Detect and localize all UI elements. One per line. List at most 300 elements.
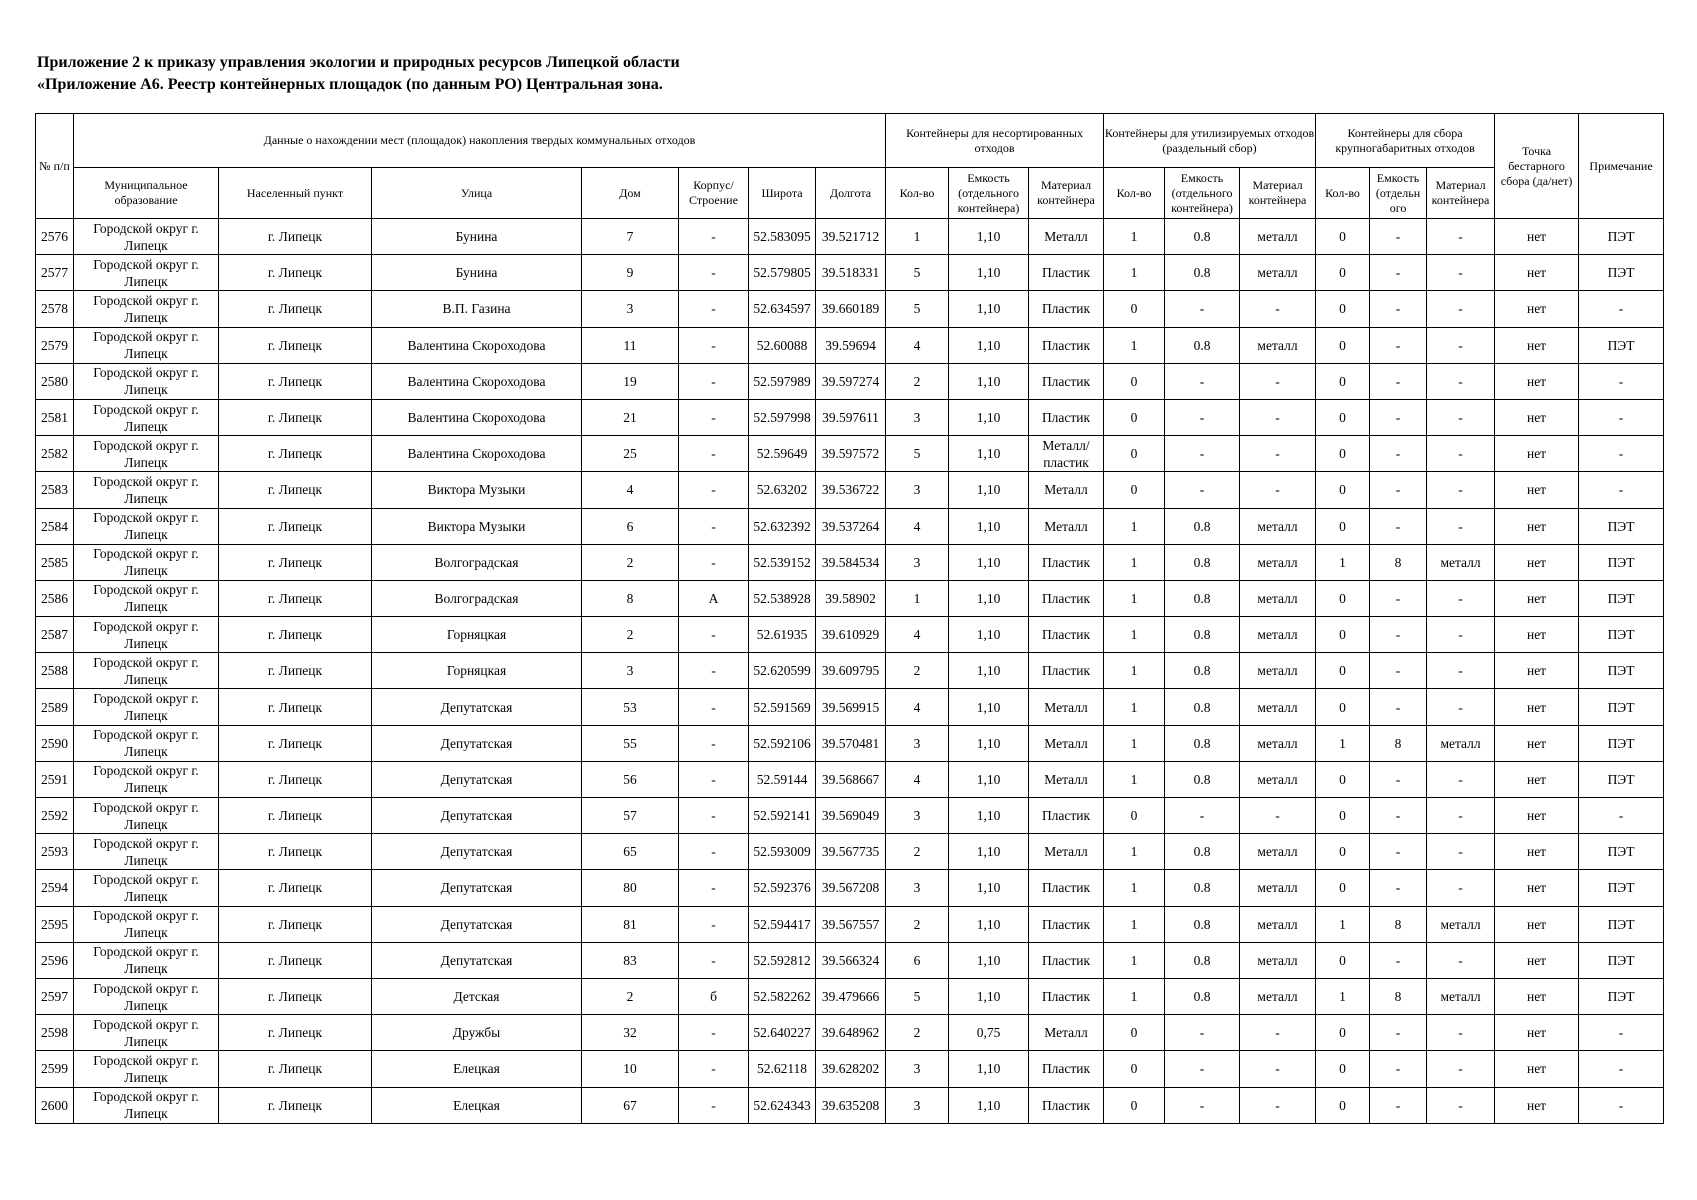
cell-bulky-material: -	[1427, 219, 1495, 255]
cell-recyclable-material: металл	[1240, 689, 1316, 725]
cell-unsorted-count: 5	[886, 291, 949, 327]
cell-row-number: 2595	[36, 906, 74, 942]
cell-unsorted-capacity: 1,10	[949, 1051, 1029, 1087]
cell-house: 80	[582, 870, 679, 906]
table-row	[36, 508, 1664, 544]
cell-row-number: 2584	[36, 508, 74, 544]
cell-latitude: 52.539152	[749, 544, 816, 580]
cell-street: Депутатская	[372, 689, 582, 725]
cell-row-number: 2578	[36, 291, 74, 327]
cell-municipality: Городской округ г. Липецк	[74, 725, 219, 761]
cell-recyclable-count: 1	[1104, 508, 1165, 544]
cell-unsorted-count: 5	[886, 255, 949, 291]
header-unsorted-material: Материал контейнера	[1029, 168, 1104, 219]
cell-note: ПЭТ	[1579, 689, 1664, 725]
cell-bulky-capacity: -	[1370, 363, 1427, 399]
cell-unsorted-capacity: 1,10	[949, 617, 1029, 653]
cell-recyclable-material: -	[1240, 291, 1316, 327]
cell-settlement: г. Липецк	[219, 399, 372, 435]
cell-recyclable-material: металл	[1240, 653, 1316, 689]
cell-recyclable-count: 1	[1104, 906, 1165, 942]
cell-latitude: 52.61935	[749, 617, 816, 653]
cell-house: 55	[582, 725, 679, 761]
cell-recyclable-count: 1	[1104, 544, 1165, 580]
cell-bulky-material: -	[1427, 870, 1495, 906]
cell-longitude: 39.536722	[816, 472, 886, 508]
cell-note: ПЭТ	[1579, 725, 1664, 761]
cell-municipality: Городской округ г. Липецк	[74, 219, 219, 255]
table-header	[36, 114, 1664, 219]
cell-bulky-material: -	[1427, 327, 1495, 363]
header-house: Дом	[582, 168, 679, 219]
header-recyclable-group: Контейнеры для утилизируемых отходов (раздельный сбор)	[1104, 114, 1316, 168]
cell-municipality: Городской округ г. Липецк	[74, 653, 219, 689]
cell-longitude: 39.570481	[816, 725, 886, 761]
cell-recyclable-material: -	[1240, 399, 1316, 435]
cell-municipality: Городской округ г. Липецк	[74, 508, 219, 544]
cell-recyclable-capacity: -	[1165, 472, 1240, 508]
cell-bulky-material: -	[1427, 436, 1495, 472]
cell-bulky-count: 0	[1316, 798, 1370, 834]
cell-longitude: 39.566324	[816, 942, 886, 978]
cell-settlement: г. Липецк	[219, 906, 372, 942]
header-municipality: Муниципальное образование	[74, 168, 219, 219]
cell-unsorted-count: 1	[886, 580, 949, 616]
cell-settlement: г. Липецк	[219, 1051, 372, 1087]
cell-bulky-count: 0	[1316, 1051, 1370, 1087]
header-recyclable-material: Материал контейнера	[1240, 168, 1316, 219]
cell-row-number: 2594	[36, 870, 74, 906]
cell-latitude: 52.634597	[749, 291, 816, 327]
cell-municipality: Городской округ г. Липецк	[74, 1051, 219, 1087]
cell-bulky-material: металл	[1427, 978, 1495, 1014]
cell-recyclable-count: 0	[1104, 472, 1165, 508]
cell-latitude: 52.593009	[749, 834, 816, 870]
cell-unsorted-material: Пластик	[1029, 942, 1104, 978]
cell-unsorted-material: Пластик	[1029, 580, 1104, 616]
cell-settlement: г. Липецк	[219, 255, 372, 291]
cell-recyclable-material: -	[1240, 363, 1316, 399]
cell-building: -	[679, 870, 749, 906]
cell-municipality: Городской округ г. Липецк	[74, 942, 219, 978]
cell-longitude: 39.521712	[816, 219, 886, 255]
header-bulky-group: Контейнеры для сбора крупногабаритных отходов	[1316, 114, 1495, 168]
cell-recyclable-capacity: -	[1165, 1051, 1240, 1087]
cell-unsorted-material: Металл	[1029, 761, 1104, 797]
cell-row-number: 2576	[36, 219, 74, 255]
cell-unsorted-material: Металл	[1029, 1015, 1104, 1051]
cell-note: -	[1579, 798, 1664, 834]
cell-unsorted-capacity: 1,10	[949, 834, 1029, 870]
cell-latitude: 52.592141	[749, 798, 816, 834]
cell-longitude: 39.660189	[816, 291, 886, 327]
cell-longitude: 39.567557	[816, 906, 886, 942]
title-line-1: Приложение 2 к приказу управления экологии и природных ресурсов Липецкой области	[37, 54, 680, 71]
cell-bulky-material: металл	[1427, 906, 1495, 942]
cell-unsorted-capacity: 1,10	[949, 1087, 1029, 1123]
cell-street: Депутатская	[372, 725, 582, 761]
cell-recyclable-count: 0	[1104, 291, 1165, 327]
cell-recyclable-material: металл	[1240, 255, 1316, 291]
cell-unsorted-capacity: 1,10	[949, 363, 1029, 399]
table-row	[36, 291, 1664, 327]
cell-latitude: 52.597989	[749, 363, 816, 399]
cell-longitude: 39.635208	[816, 1087, 886, 1123]
table-row	[36, 834, 1664, 870]
header-note: Примечание	[1579, 114, 1664, 219]
table-row	[36, 327, 1664, 363]
cell-house: 2	[582, 978, 679, 1014]
cell-building: -	[679, 906, 749, 942]
cell-bulky-material: -	[1427, 689, 1495, 725]
cell-bulky-capacity: -	[1370, 436, 1427, 472]
cell-recyclable-count: 1	[1104, 219, 1165, 255]
header-location-group: Данные о нахождении мест (площадок) накопления твердых коммунальных отходов	[74, 114, 886, 168]
cell-unsorted-count: 3	[886, 1051, 949, 1087]
cell-unsorted-material: Металл	[1029, 508, 1104, 544]
cell-bulky-capacity: -	[1370, 798, 1427, 834]
table-row	[36, 436, 1664, 472]
cell-recyclable-capacity: 0.8	[1165, 906, 1240, 942]
cell-street: Депутатская	[372, 761, 582, 797]
cell-street: Депутатская	[372, 942, 582, 978]
cell-building: -	[679, 653, 749, 689]
cell-recyclable-material: металл	[1240, 834, 1316, 870]
cell-street: Бунина	[372, 255, 582, 291]
cell-note: -	[1579, 399, 1664, 435]
cell-unsorted-count: 2	[886, 834, 949, 870]
header-bagless: Точка бестарного сбора (да/нет)	[1495, 114, 1579, 219]
cell-recyclable-count: 1	[1104, 870, 1165, 906]
cell-recyclable-count: 0	[1104, 363, 1165, 399]
cell-bagless-point: нет	[1495, 219, 1579, 255]
cell-municipality: Городской округ г. Липецк	[74, 906, 219, 942]
cell-recyclable-count: 1	[1104, 617, 1165, 653]
cell-bulky-material: металл	[1427, 725, 1495, 761]
cell-row-number: 2592	[36, 798, 74, 834]
table-row	[36, 363, 1664, 399]
cell-unsorted-material: Пластик	[1029, 1087, 1104, 1123]
cell-recyclable-material: -	[1240, 798, 1316, 834]
cell-recyclable-count: 1	[1104, 689, 1165, 725]
cell-unsorted-material: Пластик	[1029, 363, 1104, 399]
cell-recyclable-capacity: -	[1165, 363, 1240, 399]
cell-settlement: г. Липецк	[219, 978, 372, 1014]
cell-bulky-capacity: -	[1370, 761, 1427, 797]
table-row	[36, 617, 1664, 653]
cell-house: 25	[582, 436, 679, 472]
cell-bulky-capacity: -	[1370, 399, 1427, 435]
cell-building: -	[679, 436, 749, 472]
cell-settlement: г. Липецк	[219, 327, 372, 363]
cell-note: ПЭТ	[1579, 327, 1664, 363]
cell-recyclable-capacity: -	[1165, 399, 1240, 435]
header-recyclable-count: Кол-во	[1104, 168, 1165, 219]
cell-street: Детская	[372, 978, 582, 1014]
cell-house: 83	[582, 942, 679, 978]
cell-bulky-count: 1	[1316, 544, 1370, 580]
cell-street: Виктора Музыки	[372, 508, 582, 544]
cell-unsorted-capacity: 1,10	[949, 508, 1029, 544]
cell-municipality: Городской округ г. Липецк	[74, 580, 219, 616]
cell-unsorted-count: 2	[886, 653, 949, 689]
cell-recyclable-capacity: 0.8	[1165, 219, 1240, 255]
cell-recyclable-material: металл	[1240, 544, 1316, 580]
cell-latitude: 52.63202	[749, 472, 816, 508]
table-row	[36, 653, 1664, 689]
cell-recyclable-count: 1	[1104, 653, 1165, 689]
cell-unsorted-material: Металл/пластик	[1029, 436, 1104, 472]
cell-longitude: 39.567208	[816, 870, 886, 906]
cell-bulky-capacity: -	[1370, 327, 1427, 363]
cell-bagless-point: нет	[1495, 363, 1579, 399]
cell-bagless-point: нет	[1495, 436, 1579, 472]
cell-unsorted-capacity: 1,10	[949, 942, 1029, 978]
table-row	[36, 761, 1664, 797]
cell-row-number: 2588	[36, 653, 74, 689]
cell-unsorted-count: 4	[886, 761, 949, 797]
cell-bulky-count: 0	[1316, 363, 1370, 399]
cell-recyclable-count: 1	[1104, 580, 1165, 616]
cell-latitude: 52.594417	[749, 906, 816, 942]
table-row	[36, 1087, 1664, 1123]
cell-row-number: 2583	[36, 472, 74, 508]
cell-street: Горняцкая	[372, 617, 582, 653]
cell-bulky-capacity: 8	[1370, 906, 1427, 942]
cell-house: 19	[582, 363, 679, 399]
cell-settlement: г. Липецк	[219, 761, 372, 797]
cell-unsorted-capacity: 1,10	[949, 580, 1029, 616]
cell-note: ПЭТ	[1579, 544, 1664, 580]
cell-house: 10	[582, 1051, 679, 1087]
cell-recyclable-capacity: 0.8	[1165, 255, 1240, 291]
cell-recyclable-capacity: -	[1165, 798, 1240, 834]
cell-bulky-count: 0	[1316, 870, 1370, 906]
cell-longitude: 39.568667	[816, 761, 886, 797]
cell-building: -	[679, 1051, 749, 1087]
cell-municipality: Городской округ г. Липецк	[74, 544, 219, 580]
cell-unsorted-material: Пластик	[1029, 978, 1104, 1014]
header-bulky-count: Кол-во	[1316, 168, 1370, 219]
cell-unsorted-count: 3	[886, 798, 949, 834]
cell-bulky-capacity: -	[1370, 580, 1427, 616]
cell-bulky-count: 0	[1316, 508, 1370, 544]
cell-bulky-material: -	[1427, 472, 1495, 508]
cell-building: -	[679, 1015, 749, 1051]
cell-unsorted-count: 1	[886, 219, 949, 255]
cell-bulky-material: -	[1427, 580, 1495, 616]
cell-longitude: 39.59694	[816, 327, 886, 363]
cell-street: Валентина Скороходова	[372, 399, 582, 435]
cell-municipality: Городской округ г. Липецк	[74, 472, 219, 508]
cell-recyclable-material: -	[1240, 1015, 1316, 1051]
cell-bagless-point: нет	[1495, 399, 1579, 435]
cell-house: 53	[582, 689, 679, 725]
cell-unsorted-capacity: 1,10	[949, 653, 1029, 689]
cell-municipality: Городской округ г. Липецк	[74, 617, 219, 653]
cell-longitude: 39.648962	[816, 1015, 886, 1051]
cell-unsorted-material: Пластик	[1029, 798, 1104, 834]
cell-building: -	[679, 363, 749, 399]
cell-unsorted-count: 3	[886, 544, 949, 580]
cell-recyclable-material: -	[1240, 1087, 1316, 1123]
cell-unsorted-material: Пластик	[1029, 617, 1104, 653]
cell-row-number: 2599	[36, 1051, 74, 1087]
cell-settlement: г. Липецк	[219, 725, 372, 761]
cell-recyclable-material: металл	[1240, 617, 1316, 653]
table-row	[36, 978, 1664, 1014]
cell-street: Валентина Скороходова	[372, 363, 582, 399]
cell-unsorted-capacity: 1,10	[949, 761, 1029, 797]
cell-house: 2	[582, 544, 679, 580]
header-unsorted-capacity: Емкость (отдельного контейнера)	[949, 168, 1029, 219]
table-row	[36, 544, 1664, 580]
cell-bulky-count: 0	[1316, 580, 1370, 616]
cell-municipality: Городской округ г. Липецк	[74, 689, 219, 725]
cell-latitude: 52.579805	[749, 255, 816, 291]
cell-building: А	[679, 580, 749, 616]
cell-street: Депутатская	[372, 870, 582, 906]
cell-bulky-count: 0	[1316, 1015, 1370, 1051]
cell-row-number: 2598	[36, 1015, 74, 1051]
cell-house: 9	[582, 255, 679, 291]
cell-bulky-material: -	[1427, 363, 1495, 399]
cell-building: -	[679, 291, 749, 327]
cell-longitude: 39.597611	[816, 399, 886, 435]
cell-unsorted-capacity: 1,10	[949, 291, 1029, 327]
cell-recyclable-material: -	[1240, 436, 1316, 472]
cell-latitude: 52.592812	[749, 942, 816, 978]
cell-unsorted-material: Металл	[1029, 689, 1104, 725]
cell-street: Елецкая	[372, 1087, 582, 1123]
cell-street: Валентина Скороходова	[372, 327, 582, 363]
cell-recyclable-count: 1	[1104, 761, 1165, 797]
table-row	[36, 580, 1664, 616]
table-row	[36, 725, 1664, 761]
cell-bagless-point: нет	[1495, 761, 1579, 797]
cell-bulky-capacity: -	[1370, 689, 1427, 725]
cell-note: ПЭТ	[1579, 870, 1664, 906]
cell-settlement: г. Липецк	[219, 798, 372, 834]
cell-building: -	[679, 327, 749, 363]
cell-unsorted-capacity: 1,10	[949, 436, 1029, 472]
cell-house: 8	[582, 580, 679, 616]
cell-house: 7	[582, 219, 679, 255]
cell-house: 65	[582, 834, 679, 870]
cell-unsorted-count: 4	[886, 508, 949, 544]
cell-settlement: г. Липецк	[219, 544, 372, 580]
cell-recyclable-material: металл	[1240, 870, 1316, 906]
cell-settlement: г. Липецк	[219, 580, 372, 616]
cell-note: ПЭТ	[1579, 508, 1664, 544]
cell-row-number: 2597	[36, 978, 74, 1014]
cell-bulky-material: -	[1427, 508, 1495, 544]
cell-unsorted-capacity: 1,10	[949, 472, 1029, 508]
cell-recyclable-material: металл	[1240, 508, 1316, 544]
cell-bagless-point: нет	[1495, 942, 1579, 978]
cell-unsorted-material: Металл	[1029, 834, 1104, 870]
cell-bulky-count: 0	[1316, 653, 1370, 689]
cell-longitude: 39.58902	[816, 580, 886, 616]
header-recyclable-capacity: Емкость (отдельного контейнера)	[1165, 168, 1240, 219]
cell-building: -	[679, 544, 749, 580]
header-unsorted-count: Кол-во	[886, 168, 949, 219]
cell-bulky-capacity: -	[1370, 942, 1427, 978]
cell-building: -	[679, 798, 749, 834]
header-bulky-capacity: Емкость (отдельн ого	[1370, 168, 1427, 219]
table-row	[36, 1051, 1664, 1087]
cell-bulky-capacity: 8	[1370, 978, 1427, 1014]
cell-row-number: 2585	[36, 544, 74, 580]
cell-building: -	[679, 617, 749, 653]
cell-building: -	[679, 508, 749, 544]
cell-bulky-count: 0	[1316, 219, 1370, 255]
cell-unsorted-count: 3	[886, 870, 949, 906]
cell-longitude: 39.567735	[816, 834, 886, 870]
cell-house: 2	[582, 617, 679, 653]
cell-recyclable-capacity: -	[1165, 1015, 1240, 1051]
cell-longitude: 39.518331	[816, 255, 886, 291]
cell-latitude: 52.624343	[749, 1087, 816, 1123]
cell-building: -	[679, 942, 749, 978]
cell-unsorted-capacity: 1,10	[949, 327, 1029, 363]
cell-bagless-point: нет	[1495, 870, 1579, 906]
cell-house: 3	[582, 653, 679, 689]
cell-house: 11	[582, 327, 679, 363]
cell-unsorted-material: Пластик	[1029, 327, 1104, 363]
cell-recyclable-count: 0	[1104, 399, 1165, 435]
cell-recyclable-capacity: 0.8	[1165, 327, 1240, 363]
cell-longitude: 39.610929	[816, 617, 886, 653]
cell-note: ПЭТ	[1579, 653, 1664, 689]
cell-bagless-point: нет	[1495, 1051, 1579, 1087]
cell-bulky-count: 0	[1316, 761, 1370, 797]
table-row	[36, 942, 1664, 978]
cell-row-number: 2591	[36, 761, 74, 797]
cell-street: Валентина Скороходова	[372, 436, 582, 472]
cell-settlement: г. Липецк	[219, 219, 372, 255]
cell-building: -	[679, 725, 749, 761]
cell-bulky-capacity: -	[1370, 1015, 1427, 1051]
cell-recyclable-material: металл	[1240, 725, 1316, 761]
cell-bulky-capacity: 8	[1370, 725, 1427, 761]
cell-recyclable-capacity: 0.8	[1165, 653, 1240, 689]
cell-bulky-material: -	[1427, 653, 1495, 689]
cell-street: Виктора Музыки	[372, 472, 582, 508]
cell-recyclable-capacity: -	[1165, 1087, 1240, 1123]
cell-bulky-count: 1	[1316, 906, 1370, 942]
cell-note: -	[1579, 363, 1664, 399]
cell-municipality: Городской округ г. Липецк	[74, 255, 219, 291]
header-settlement: Населенный пункт	[219, 168, 372, 219]
cell-bagless-point: нет	[1495, 508, 1579, 544]
cell-settlement: г. Липецк	[219, 508, 372, 544]
cell-latitude: 52.538928	[749, 580, 816, 616]
cell-unsorted-material: Пластик	[1029, 1051, 1104, 1087]
cell-settlement: г. Липецк	[219, 1087, 372, 1123]
cell-house: 4	[582, 472, 679, 508]
cell-settlement: г. Липецк	[219, 436, 372, 472]
cell-bagless-point: нет	[1495, 978, 1579, 1014]
cell-municipality: Городской округ г. Липецк	[74, 1015, 219, 1051]
cell-unsorted-capacity: 0,75	[949, 1015, 1029, 1051]
cell-settlement: г. Липецк	[219, 617, 372, 653]
cell-house: 81	[582, 906, 679, 942]
cell-bagless-point: нет	[1495, 1015, 1579, 1051]
cell-street: Дружбы	[372, 1015, 582, 1051]
cell-recyclable-capacity: 0.8	[1165, 689, 1240, 725]
cell-recyclable-capacity: 0.8	[1165, 508, 1240, 544]
